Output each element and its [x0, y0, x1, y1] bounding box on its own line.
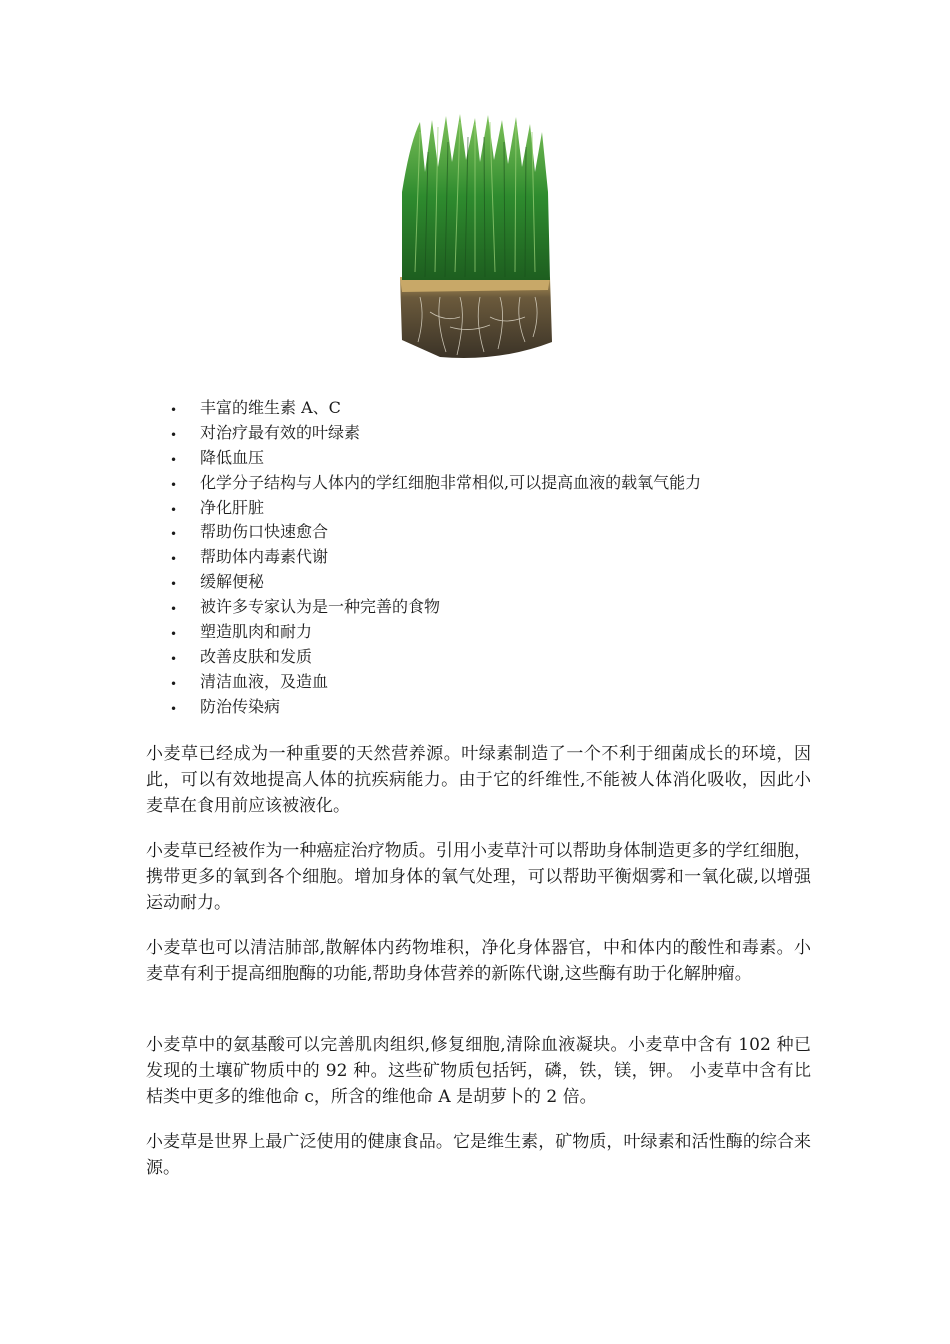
bullet-icon: • [170, 477, 178, 492]
list-item: • 清洁血液，及造血 [200, 670, 840, 695]
bullet-icon: • [170, 527, 178, 542]
bullet-icon: • [170, 502, 178, 517]
benefits-list [170, 396, 840, 720]
list-item: • 帮助伤口快速愈合 [200, 520, 840, 545]
bullet-icon: • [170, 651, 178, 666]
wheatgrass-image [380, 112, 570, 370]
list-item: • 缓解便秘 [200, 570, 840, 595]
list-item: • 净化肝脏 [200, 496, 840, 521]
bullet-icon: • [170, 577, 178, 592]
bullet-icon: • [170, 403, 178, 417]
list-item: • 帮助体内毒素代谢 [200, 545, 840, 570]
list-item: • 被许多专家认为是一种完善的食物 [200, 595, 840, 620]
list-item: • 对治疗最有效的叶绿素 [200, 421, 840, 446]
paragraph: 小麦草中的氨基酸可以完善肌肉组织,修复细胞,清除血液凝块。小麦草中含有 102 种已发现的土壤矿物质中的 92 种。这些矿物质包括钙，磷，铁，镁，钾。 小麦草中含有比桔类中更多的维他命 c，所含的维他命 A 是胡萝卜的 2 倍。 [146, 1035, 811, 1107]
paragraph: 小麦草已经成为一种重要的天然营养源。叶绿素制造了一个不利于细菌成长的环境，因此，可以有效地提高人体的抗疾病能力。由于它的纤维性,不能被人体消化吸收，因此小麦草在食用前应该被液化。 [146, 744, 811, 816]
bullet-icon: • [170, 602, 178, 617]
paragraph: 小麦草是世界上最广泛使用的健康食品。它是维生素，矿物质，叶绿素和活性酶的综合来源。 [146, 1132, 811, 1178]
bullet-icon: • [170, 427, 178, 442]
bullet-icon: • [170, 552, 178, 567]
list-item: • 化学分子结构与人体内的学红细胞非常相似,可以提高血液的载氧气能力 [200, 471, 840, 496]
list-item: • 丰富的维生素 A、C [200, 396, 840, 421]
list-item: • 塑造肌肉和耐力 [200, 620, 840, 645]
bullet-icon: • [170, 676, 178, 691]
list-item: • 改善皮肤和发质 [200, 645, 840, 670]
list-item: • 降低血压 [200, 446, 840, 471]
paragraph: 小麦草也可以清洁肺部,散解体内药物堆积，净化身体器官，中和体内的酸性和毒素。小麦草有利于提高细胞酶的功能,帮助身体营养的新陈代谢,这些酶有助于化解肿瘤。 [146, 938, 811, 984]
paragraph: 小麦草已经被作为一种癌症治疗物质。引用小麦草汁可以帮助身体制造更多的学红细胞，携带更多的氧到各个细胞。增加身体的氧气处理，可以帮助平衡烟雾和一氧化碳,以增强运动耐力。 [146, 841, 811, 913]
bullet-icon: • [170, 701, 178, 716]
bullet-icon: • [170, 627, 178, 642]
list-item: • 防治传染病 [200, 695, 840, 720]
bullet-icon: • [170, 452, 178, 467]
